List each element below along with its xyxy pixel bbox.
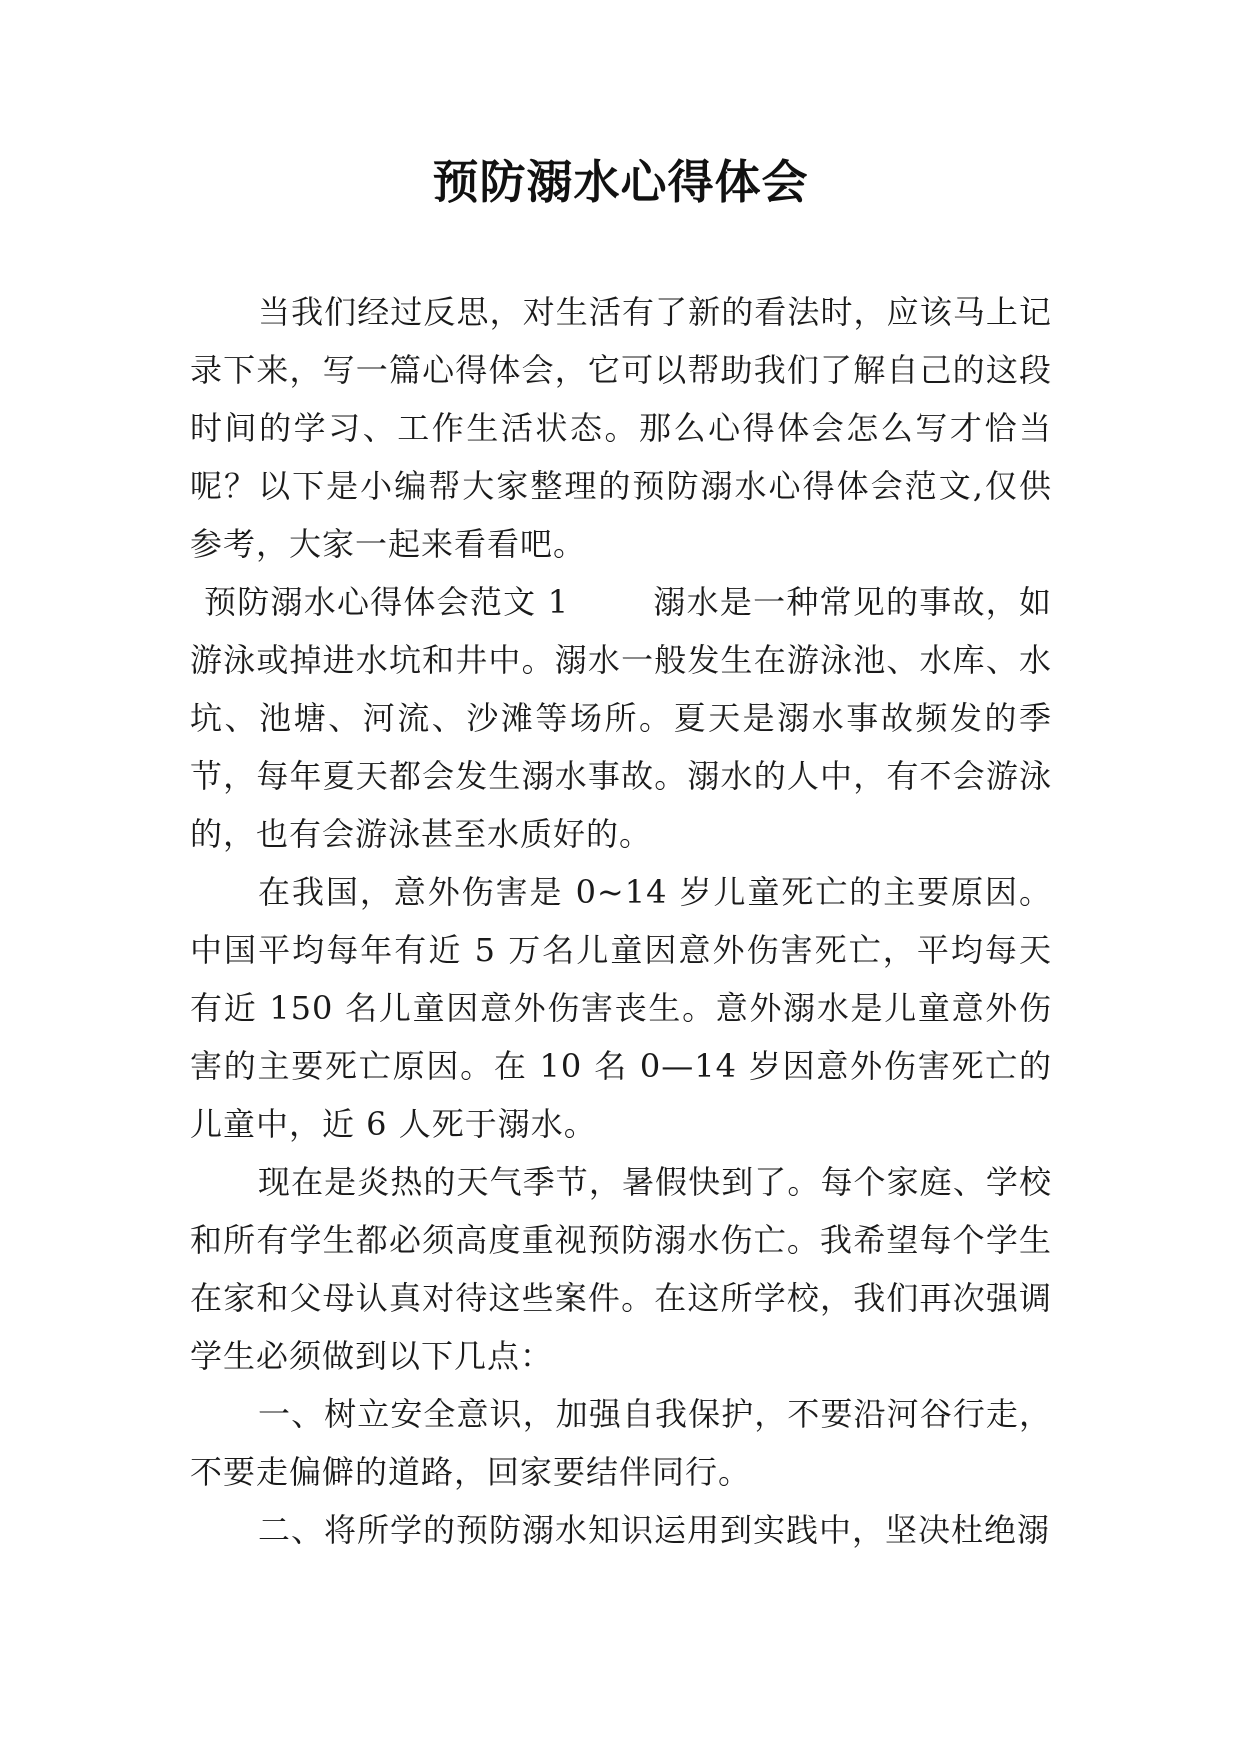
section-paragraph bbox=[190, 573, 1052, 863]
season-paragraph: 现在是炎热的天气季节，暑假快到了。每个家庭、学校和所有学生都必须高度重视预防溺水伤亡。我希望每个学生在家和父母认真对待这些案件。在这所学校，我们再次强调学生必须做到以下几点： bbox=[190, 1163, 1052, 1375]
rule-one-paragraph: 一、树立安全意识，加强自我保护，不要沿河谷行走，不要走偏僻的道路，回家要结伴同行。 bbox=[190, 1395, 1052, 1491]
intro-paragraph: 当我们经过反思，对生活有了新的看法时，应该马上记录下来，写一篇心得体会，它可以帮助我们了解自己的这段时间的学习、工作生活状态。那么心得体会怎么写才恰当呢？以下是小编帮大家整理的预防溺水心得体会范文,仅供参考，大家一起来看看吧。 bbox=[190, 293, 1052, 563]
section-heading: 预防溺水心得体会范文 1 bbox=[204, 583, 570, 621]
statistics-paragraph: 在我国，意外伤害是 0~14 岁儿童死亡的主要原因。中国平均每年有近 5 万名儿童因意外伤害死亡，平均每天有近 150 名儿童因意外伤害丧生。意外溺水是儿童意外伤害的主要死亡原因。在 10 名 0—14 岁因意外伤害死亡的儿童中，近 6 人死于溺水。 bbox=[190, 873, 1052, 1143]
document-title: 预防溺水心得体会 bbox=[432, 155, 809, 209]
rule-two-paragraph: 二、将所学的预防溺水知识运用到实践中，坚决杜绝溺 bbox=[258, 1511, 1051, 1549]
section-lead-text: 溺水是一种常见的事故，如游泳或掉进水坑和井中。溺水一般发生在游泳池、水库、水坑、池塘、河流、沙滩等场所。夏天是溺水事故频发的季节，每年夏天都会发生溺水事故。溺水的人中，有不会游泳的，也有会游泳甚至水质好的。 bbox=[190, 583, 1052, 853]
document-body bbox=[190, 283, 1052, 1559]
